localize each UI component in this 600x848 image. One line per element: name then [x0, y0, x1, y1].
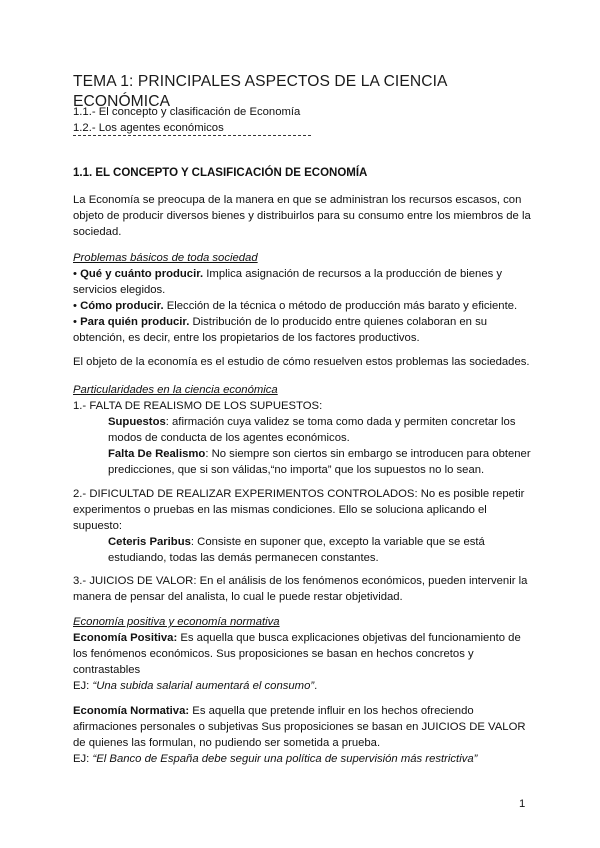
problems-section: [73, 250, 533, 346]
intro-paragraph: La Economía se preocupa de la manera en que se administran los recursos escasos, con objeto de producir diversos bienes y distribuirlos para su consumo entre los miembros de la sociedad.: [73, 194, 531, 238]
particularities-section: [73, 382, 533, 478]
table-of-contents: [73, 104, 533, 136]
page-number: 1: [519, 798, 526, 810]
definition: : Consiste en suponer que, excepto la variable que se está estudiando, todas las demás permanecen constantes.: [108, 536, 485, 564]
toc-item: 1.1.- El concepto y clasificación de Economía: [73, 106, 301, 118]
point-2: [73, 486, 533, 566]
item-label: Cómo producir.: [80, 300, 164, 312]
bullet: •: [73, 316, 77, 328]
normative-section: [73, 703, 533, 767]
term: Ceteris Paribus: [108, 536, 191, 548]
term: Supuestos: [108, 416, 166, 428]
section-heading: 1.1. EL CONCEPTO Y CLASIFICACIÓN DE ECONOMÍA: [73, 167, 368, 179]
definition: Es aquella que busca explicaciones objetivas del funcionamiento de los fenómenos económicos. Sus proposiciones se basan en hechos concretos y contrastables: [73, 632, 521, 676]
item-label: Qué y cuánto producir.: [80, 268, 204, 280]
list-item: [73, 314, 533, 346]
point-3: 3.- JUICIOS DE VALOR: En el análisis de los fenómenos económicos, pueden intervenir la manera de pensar del analista, lo cual le puede restar objetividad.: [73, 575, 528, 603]
bullet: •: [73, 268, 77, 280]
problems-heading: Problemas básicos de toda sociedad: [73, 252, 258, 264]
item-label: Para quién producir.: [80, 316, 190, 328]
term: Economía Positiva:: [73, 632, 178, 644]
definition: : No siempre son ciertos sin embargo se introducen para obtener predicciones, que si son válidas,“no importa” que los supuestos no lo sean.: [108, 448, 531, 476]
item-text: Elección de la técnica o método de producción más barato y eficiente.: [163, 300, 518, 312]
definition: : afirmación cuya validez se toma como dada y permiten concretar los modos de conducta de los agentes económicos.: [108, 416, 516, 444]
definition-item: [73, 446, 533, 478]
positive-example: EJ: “Una subida salarial aumentará el consumo”.: [73, 680, 318, 692]
toc-item: 1.2.- Los agentes económicos: [73, 122, 224, 134]
list-item: [73, 298, 533, 314]
definition-item: [73, 414, 533, 446]
normative-definition: [73, 703, 533, 751]
definition: Es aquella que pretende influir en los hechos ofreciendo afirmaciones personales o subjetivas Sus proposiciones se basan en JUICIOS DE VALOR de quienes las formulan, no pudiendo ser sometida a prueba.: [73, 705, 526, 749]
positive-section: [73, 614, 533, 694]
positive-definition: [73, 630, 533, 678]
bullet: •: [73, 300, 77, 312]
example-quote: “El Banco de España debe seguir una política de supervisión más restrictiva”: [92, 753, 478, 765]
point-title: 1.- FALTA DE REALISMO DE LOS SUPUESTOS:: [73, 400, 323, 412]
document-title: TEMA 1: PRINCIPALES ASPECTOS DE LA CIENCIA ECONÓMICA: [73, 73, 447, 110]
positive-normative-heading: Economía positiva y economía normativa: [73, 616, 280, 628]
point-text: 2.- DIFICULTAD DE REALIZAR EXPERIMENTOS CONTROLADOS: No es posible repetir experimentos o pruebas en las mismas condiciones. Ello se soluciona aplicando el supuesto:: [73, 488, 525, 532]
term: Economía Normativa:: [73, 705, 190, 717]
definition-item: [73, 534, 533, 566]
term: Falta De Realismo: [108, 448, 206, 460]
normative-example: EJ: “El Banco de España debe seguir una política de supervisión más restrictiva”: [73, 753, 478, 765]
list-item: [73, 266, 533, 298]
item-text: Implica asignación de recursos a la producción de bienes y servicios elegidos.: [73, 268, 503, 296]
dashed-divider: [73, 135, 311, 140]
example-quote: “Una subida salarial aumentará el consumo”: [92, 680, 315, 692]
problems-conclusion: El objeto de la economía es el estudio de cómo resuelven estos problemas las sociedades.: [73, 356, 530, 368]
item-text: Distribución de lo producido entre quienes colaboran en su obtención, es decir, entre los propietarios de los factores productivos.: [73, 316, 488, 344]
particularities-heading: Particularidades en la ciencia económica: [73, 384, 278, 396]
